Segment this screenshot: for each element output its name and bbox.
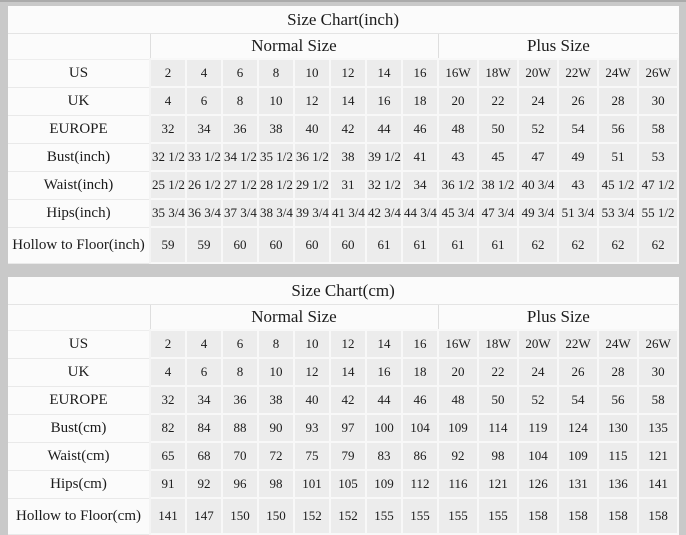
size-value-cell: 36: [222, 386, 258, 414]
size-value-cell: 82: [150, 414, 186, 442]
size-value-cell: 68: [186, 442, 222, 470]
size-value-cell: 24: [518, 87, 558, 115]
table-row: [8, 386, 678, 414]
size-value-cell: 42: [330, 386, 366, 414]
size-value-cell: 54: [558, 386, 598, 414]
size-value-cell: 65: [150, 442, 186, 470]
corner-cell: [8, 34, 150, 60]
size-value-cell: 61: [402, 227, 438, 263]
size-value-cell: 12: [330, 330, 366, 358]
size-value-cell: 26W: [638, 330, 678, 358]
size-value-cell: 36 3/4: [186, 199, 222, 227]
size-value-cell: 75: [294, 442, 330, 470]
size-value-cell: 26 1/2: [186, 171, 222, 199]
size-value-cell: 155: [438, 498, 478, 534]
size-value-cell: 152: [294, 498, 330, 534]
size-value-cell: 20: [438, 358, 478, 386]
size-value-cell: 30: [638, 358, 678, 386]
table-title-row: [8, 277, 678, 305]
size-value-cell: 105: [330, 470, 366, 498]
size-value-cell: 109: [366, 470, 402, 498]
size-value-cell: 34: [186, 386, 222, 414]
size-value-cell: 10: [258, 358, 294, 386]
table-row: [8, 414, 678, 442]
size-value-cell: 16W: [438, 59, 478, 87]
size-value-cell: 16W: [438, 330, 478, 358]
size-value-cell: 121: [638, 442, 678, 470]
size-value-cell: 104: [402, 414, 438, 442]
size-value-cell: 60: [330, 227, 366, 263]
table-title-row: [8, 6, 678, 34]
size-value-cell: 158: [598, 498, 638, 534]
size-value-cell: 155: [402, 498, 438, 534]
size-value-cell: 4: [186, 330, 222, 358]
plus-size-header: Plus Size: [438, 305, 678, 331]
size-value-cell: 16: [366, 358, 402, 386]
size-value-cell: 14: [330, 358, 366, 386]
size-value-cell: 53 3/4: [598, 199, 638, 227]
size-value-cell: 47 1/2: [638, 171, 678, 199]
size-value-cell: 41: [402, 143, 438, 171]
size-value-cell: 58: [638, 115, 678, 143]
size-value-cell: 90: [258, 414, 294, 442]
size-value-cell: 131: [558, 470, 598, 498]
size-value-cell: 44: [366, 386, 402, 414]
size-value-cell: 59: [150, 227, 186, 263]
row-label: UK: [8, 87, 150, 115]
size-value-cell: 22: [478, 87, 518, 115]
size-value-cell: 34: [186, 115, 222, 143]
size-value-cell: 32: [150, 386, 186, 414]
size-value-cell: 52: [518, 115, 558, 143]
size-value-cell: 84: [186, 414, 222, 442]
size-value-cell: 24: [518, 358, 558, 386]
table-row: [8, 442, 678, 470]
size-value-cell: 22W: [558, 330, 598, 358]
size-value-cell: 38: [258, 386, 294, 414]
size-value-cell: 36 1/2: [438, 171, 478, 199]
size-value-cell: 25 1/2: [150, 171, 186, 199]
size-value-cell: 34: [402, 171, 438, 199]
size-value-cell: 42 3/4: [366, 199, 402, 227]
size-value-cell: 24W: [598, 59, 638, 87]
size-value-cell: 2: [150, 330, 186, 358]
size-value-cell: 39 3/4: [294, 199, 330, 227]
size-value-cell: 97: [330, 414, 366, 442]
size-value-cell: 51: [598, 143, 638, 171]
table-title: Size Chart(cm): [8, 277, 678, 305]
size-chart-cm-table: [8, 277, 679, 535]
size-value-cell: 22: [478, 358, 518, 386]
size-value-cell: 40: [294, 115, 330, 143]
size-value-cell: 158: [558, 498, 598, 534]
size-value-cell: 28: [598, 358, 638, 386]
size-value-cell: 26: [558, 87, 598, 115]
size-value-cell: 38: [258, 115, 294, 143]
size-value-cell: 53: [638, 143, 678, 171]
size-value-cell: 119: [518, 414, 558, 442]
size-value-cell: 100: [366, 414, 402, 442]
size-value-cell: 114: [478, 414, 518, 442]
size-value-cell: 10: [294, 330, 330, 358]
size-value-cell: 37 3/4: [222, 199, 258, 227]
size-value-cell: 155: [478, 498, 518, 534]
size-value-cell: 62: [518, 227, 558, 263]
size-value-cell: 28 1/2: [258, 171, 294, 199]
size-value-cell: 56: [598, 115, 638, 143]
row-label: EUROPE: [8, 386, 150, 414]
size-value-cell: 27 1/2: [222, 171, 258, 199]
size-value-cell: 2: [150, 59, 186, 87]
size-value-cell: 98: [258, 470, 294, 498]
size-value-cell: 152: [330, 498, 366, 534]
size-value-cell: 8: [222, 358, 258, 386]
size-value-cell: 14: [366, 330, 402, 358]
size-value-cell: 93: [294, 414, 330, 442]
row-label: Hollow to Floor(cm): [8, 498, 150, 534]
size-value-cell: 12: [330, 59, 366, 87]
size-value-cell: 35 3/4: [150, 199, 186, 227]
size-value-cell: 8: [258, 330, 294, 358]
size-value-cell: 36: [222, 115, 258, 143]
size-value-cell: 12: [294, 358, 330, 386]
normal-size-header: Normal Size: [150, 305, 438, 331]
size-value-cell: 6: [186, 358, 222, 386]
size-value-cell: 56: [598, 386, 638, 414]
size-value-cell: 60: [222, 227, 258, 263]
size-value-cell: 92: [186, 470, 222, 498]
size-value-cell: 61: [366, 227, 402, 263]
size-value-cell: 60: [258, 227, 294, 263]
size-value-cell: 51 3/4: [558, 199, 598, 227]
size-value-cell: 6: [186, 87, 222, 115]
row-label: EUROPE: [8, 115, 150, 143]
row-label: Hips(inch): [8, 199, 150, 227]
size-value-cell: 14: [330, 87, 366, 115]
size-value-cell: 88: [222, 414, 258, 442]
size-value-cell: 91: [150, 470, 186, 498]
table-row: [8, 470, 678, 498]
size-value-cell: 41 3/4: [330, 199, 366, 227]
size-value-cell: 115: [598, 442, 638, 470]
size-value-cell: 18: [402, 358, 438, 386]
size-value-cell: 61: [438, 227, 478, 263]
size-value-cell: 50: [478, 115, 518, 143]
size-value-cell: 48: [438, 386, 478, 414]
size-value-cell: 109: [438, 414, 478, 442]
size-value-cell: 79: [330, 442, 366, 470]
size-value-cell: 20: [438, 87, 478, 115]
row-label: UK: [8, 358, 150, 386]
size-value-cell: 59: [186, 227, 222, 263]
size-value-cell: 16: [402, 330, 438, 358]
size-value-cell: 47: [518, 143, 558, 171]
size-value-cell: 43: [438, 143, 478, 171]
size-value-cell: 20W: [518, 59, 558, 87]
size-value-cell: 10: [294, 59, 330, 87]
size-value-cell: 83: [366, 442, 402, 470]
size-value-cell: 49 3/4: [518, 199, 558, 227]
size-value-cell: 36 1/2: [294, 143, 330, 171]
size-value-cell: 14: [366, 59, 402, 87]
size-value-cell: 38 3/4: [258, 199, 294, 227]
size-value-cell: 62: [638, 227, 678, 263]
size-value-cell: 46: [402, 115, 438, 143]
size-value-cell: 31: [330, 171, 366, 199]
row-label: Hips(cm): [8, 470, 150, 498]
size-value-cell: 35 1/2: [258, 143, 294, 171]
size-value-cell: 6: [222, 59, 258, 87]
size-value-cell: 58: [638, 386, 678, 414]
size-value-cell: 141: [150, 498, 186, 534]
row-label: US: [8, 59, 150, 87]
size-value-cell: 92: [438, 442, 478, 470]
size-value-cell: 155: [366, 498, 402, 534]
size-value-cell: 12: [294, 87, 330, 115]
size-value-cell: 18: [402, 87, 438, 115]
size-value-cell: 112: [402, 470, 438, 498]
table-row: [8, 199, 678, 227]
size-value-cell: 4: [150, 87, 186, 115]
size-value-cell: 28: [598, 87, 638, 115]
table-row: [8, 143, 678, 171]
size-value-cell: 16: [402, 59, 438, 87]
size-value-cell: 104: [518, 442, 558, 470]
size-value-cell: 44 3/4: [402, 199, 438, 227]
size-value-cell: 40: [294, 386, 330, 414]
size-value-cell: 26W: [638, 59, 678, 87]
size-value-cell: 45 3/4: [438, 199, 478, 227]
size-value-cell: 24W: [598, 330, 638, 358]
size-value-cell: 4: [150, 358, 186, 386]
size-value-cell: 34 1/2: [222, 143, 258, 171]
size-value-cell: 42: [330, 115, 366, 143]
size-value-cell: 49: [558, 143, 598, 171]
size-value-cell: 38: [330, 143, 366, 171]
size-value-cell: 48: [438, 115, 478, 143]
table-row: [8, 227, 678, 263]
size-group-header-row: [8, 34, 678, 60]
table-title: Size Chart(inch): [8, 6, 678, 34]
size-value-cell: 22W: [558, 59, 598, 87]
size-value-cell: 150: [258, 498, 294, 534]
size-value-cell: 32 1/2: [366, 171, 402, 199]
table-row: [8, 330, 678, 358]
size-value-cell: 121: [478, 470, 518, 498]
size-value-cell: 141: [638, 470, 678, 498]
size-value-cell: 8: [222, 87, 258, 115]
size-value-cell: 61: [478, 227, 518, 263]
size-value-cell: 136: [598, 470, 638, 498]
size-value-cell: 20W: [518, 330, 558, 358]
size-value-cell: 46: [402, 386, 438, 414]
size-value-cell: 32 1/2: [150, 143, 186, 171]
size-value-cell: 70: [222, 442, 258, 470]
size-value-cell: 8: [258, 59, 294, 87]
size-value-cell: 109: [558, 442, 598, 470]
table-row: [8, 59, 678, 87]
table-row: [8, 358, 678, 386]
size-value-cell: 16: [366, 87, 402, 115]
row-label: Bust(cm): [8, 414, 150, 442]
corner-cell: [8, 305, 150, 331]
size-value-cell: 62: [558, 227, 598, 263]
size-value-cell: 86: [402, 442, 438, 470]
size-value-cell: 52: [518, 386, 558, 414]
size-value-cell: 47 3/4: [478, 199, 518, 227]
size-value-cell: 124: [558, 414, 598, 442]
size-value-cell: 135: [638, 414, 678, 442]
size-value-cell: 60: [294, 227, 330, 263]
size-value-cell: 54: [558, 115, 598, 143]
row-label: Bust(inch): [8, 143, 150, 171]
size-value-cell: 62: [598, 227, 638, 263]
size-value-cell: 38 1/2: [478, 171, 518, 199]
size-value-cell: 50: [478, 386, 518, 414]
size-value-cell: 30: [638, 87, 678, 115]
size-value-cell: 45 1/2: [598, 171, 638, 199]
table-row: [8, 171, 678, 199]
size-value-cell: 40 3/4: [518, 171, 558, 199]
size-value-cell: 6: [222, 330, 258, 358]
size-value-cell: 4: [186, 59, 222, 87]
size-value-cell: 33 1/2: [186, 143, 222, 171]
row-label: Waist(cm): [8, 442, 150, 470]
size-value-cell: 39 1/2: [366, 143, 402, 171]
normal-size-header: Normal Size: [150, 34, 438, 60]
size-value-cell: 29 1/2: [294, 171, 330, 199]
size-value-cell: 126: [518, 470, 558, 498]
size-value-cell: 10: [258, 87, 294, 115]
row-label: Waist(inch): [8, 171, 150, 199]
size-chart-inch-table: [8, 6, 679, 264]
size-value-cell: 147: [186, 498, 222, 534]
size-value-cell: 43: [558, 171, 598, 199]
size-value-cell: 18W: [478, 59, 518, 87]
size-value-cell: 55 1/2: [638, 199, 678, 227]
size-value-cell: 150: [222, 498, 258, 534]
size-value-cell: 116: [438, 470, 478, 498]
size-value-cell: 45: [478, 143, 518, 171]
size-value-cell: 18W: [478, 330, 518, 358]
size-value-cell: 158: [638, 498, 678, 534]
size-value-cell: 96: [222, 470, 258, 498]
table-row: [8, 87, 678, 115]
table-row: [8, 115, 678, 143]
size-value-cell: 158: [518, 498, 558, 534]
size-group-header-row: [8, 305, 678, 331]
size-value-cell: 26: [558, 358, 598, 386]
size-value-cell: 130: [598, 414, 638, 442]
size-value-cell: 44: [366, 115, 402, 143]
plus-size-header: Plus Size: [438, 34, 678, 60]
size-value-cell: 32: [150, 115, 186, 143]
row-label: US: [8, 330, 150, 358]
size-value-cell: 72: [258, 442, 294, 470]
size-value-cell: 101: [294, 470, 330, 498]
row-label: Hollow to Floor(inch): [8, 227, 150, 263]
table-row: [8, 498, 678, 534]
size-value-cell: 98: [478, 442, 518, 470]
